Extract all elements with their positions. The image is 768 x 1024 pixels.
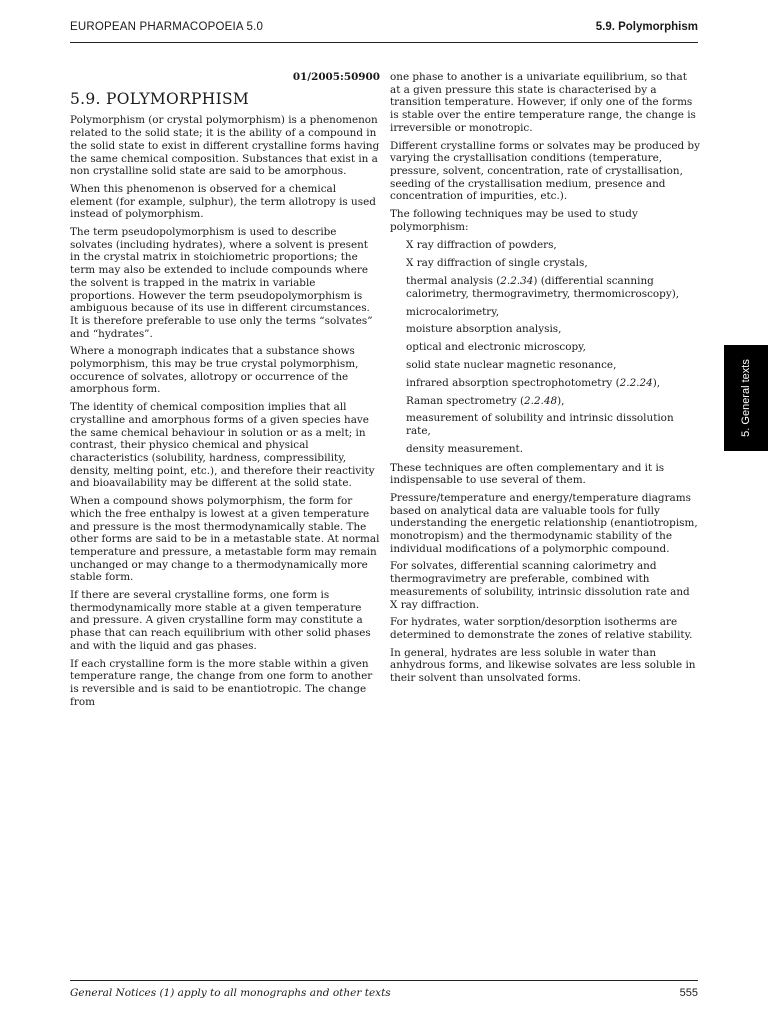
footer-note: General Notices (1) apply to all monographs and other texts bbox=[70, 987, 391, 999]
page-header bbox=[70, 18, 698, 43]
paragraph: The identity of chemical composition implies that all crystalline and amorphous forms of a given species have the same chemical behaviour in solution or as a melt; in contrast, their physico chemical and physical characteristics (solubility, hardness, compressibility, density, melting point, etc.), and therefore their reactivity and bioavailability may be different at the solid state. bbox=[70, 401, 375, 490]
section-running-title: 5.9. Polymorphism bbox=[595, 21, 698, 33]
paragraph: For hydrates, water sorption/desorption isotherms are determined to demonstrate the zones of relative stability. bbox=[390, 616, 693, 641]
paragraph: Different crystalline forms or solvates may be produced by varying the crystallisation conditions (temperature, pressure, solvent, concentration, rate of crystallisation, seeding of the crystallisation medium, presence and concentration of impurities, etc.). bbox=[390, 139, 700, 203]
paragraph: The following techniques may be used to study polymorphism: bbox=[390, 208, 638, 233]
techniques-list bbox=[406, 239, 700, 455]
left-column bbox=[70, 71, 380, 713]
list-item-text: Raman spectrometry ( bbox=[406, 394, 525, 407]
paragraph: For solvates, differential scanning calorimetry and thermogravimetry are preferable, combined with measurements of solubility, intrinsic dissolution rate and X ray diffraction. bbox=[390, 560, 690, 611]
paragraph: When this phenomenon is observed for a chemical element (for example, sulphur), the term allotropy is used instead of polymorphism. bbox=[70, 182, 376, 221]
method-reference: 2.2.34 bbox=[500, 275, 534, 288]
paragraph: Where a monograph indicates that a substance shows polymorphism, this may be true crystal polymorphism, occurence of solvates, allotropy or occurrence of the amorphous form. bbox=[70, 345, 359, 396]
paragraph: Pressure/temperature and energy/temperature diagrams based on analytical data are valuable tools for fully understanding the energetic relationship (enantiotropism, monotropism) and the thermodynamic stability of the individual modifications of a polymorphic compound. bbox=[390, 491, 698, 555]
method-reference: 2.2.24 bbox=[619, 376, 653, 389]
list-item: optical and electronic microscopy, bbox=[406, 341, 586, 354]
page-footer bbox=[70, 980, 698, 1005]
page-number: 555 bbox=[679, 987, 698, 999]
list-item: solid state nuclear magnetic resonance, bbox=[406, 358, 617, 371]
list-item: measurement of solubility and intrinsic dissolution rate, bbox=[406, 412, 674, 438]
publication-title: EUROPEAN PHARMACOPOEIA 5.0 bbox=[70, 21, 264, 33]
list-item-text: ) (differential scanning calorimetry, thermogravimetry, thermomicroscopy), bbox=[406, 275, 680, 300]
list-item-text: ), bbox=[557, 394, 565, 407]
section-title: 5.9. POLYMORPHISM bbox=[70, 89, 250, 108]
list-item: X ray diffraction of powders, bbox=[406, 239, 557, 252]
document-id: 01/2005:50900 bbox=[292, 71, 380, 83]
paragraph: one phase to another is a univariate equilibrium, so that at a given pressure this state is characterised by a transition temperature. However, if only one of the forms is stable over the entire temperature range, the change is irreversible or monotropic. bbox=[390, 71, 696, 134]
list-item bbox=[406, 377, 700, 390]
paragraph: The term pseudopolymorphism is used to describe solvates (including hydrates), where a solvent is present in the crystal matrix in stoichiometric proportions; the term may also be extended to include compounds where the solvent is trapped in the matrix in variable proportions. However the term pseudopolymorphism is ambiguous because of its use in different circumstances. It is therefore preferable to use only the terms “solvates” and “hydrates”. bbox=[70, 226, 373, 340]
list-item bbox=[406, 395, 700, 408]
list-item-text: thermal analysis ( bbox=[406, 275, 501, 288]
list-item-text: infrared absorption spectrophotometry ( bbox=[406, 376, 620, 389]
right-column bbox=[390, 71, 700, 690]
list-item-text: ), bbox=[652, 376, 661, 389]
list-item: moisture absorption analysis, bbox=[406, 323, 562, 336]
method-reference: 2.2.48 bbox=[524, 394, 558, 407]
paragraph: If there are several crystalline forms, one form is thermodynamically more stable at a given temperature and pressure. A given crystalline form may constitute a phase that can reach equilibrium with other solid phases and with the liquid and gas phases. bbox=[70, 589, 371, 652]
chapter-side-tab bbox=[724, 345, 768, 451]
list-item: X ray diffraction of single crystals, bbox=[406, 257, 588, 270]
paragraph: In general, hydrates are less soluble in water than anhydrous forms, and likewise solvates are less soluble in their solvent than unsolvated forms. bbox=[390, 646, 696, 685]
list-item bbox=[406, 275, 700, 300]
paragraph: Polymorphism (or crystal polymorphism) is a phenomenon related to the solid state; it is the ability of a compound in the solid state to exist in different crystalline forms having the same chemical composition. Substances that exist in a non crystalline solid state are said to be amorphous. bbox=[70, 114, 380, 178]
list-item: microcalorimetry, bbox=[406, 305, 500, 318]
paragraph: When a compound shows polymorphism, the form for which the free enthalpy is lowest at a given temperature and pressure is the most thermodynamically stable. The other forms are said to be in a metastable state. At normal temperature and pressure, a metastable form may remain unchanged or may change to a thermodynamically more stable form. bbox=[70, 495, 380, 584]
chapter-tab-label: 5. General texts bbox=[740, 359, 752, 437]
paragraph: These techniques are often complementary and it is indispensable to use several of them. bbox=[390, 461, 665, 487]
list-item: density measurement. bbox=[406, 442, 524, 455]
paragraph: If each crystalline form is the more stable within a given temperature range, the change from one form to another is reversible and is said to be enantiotropic. The change from bbox=[70, 657, 373, 708]
